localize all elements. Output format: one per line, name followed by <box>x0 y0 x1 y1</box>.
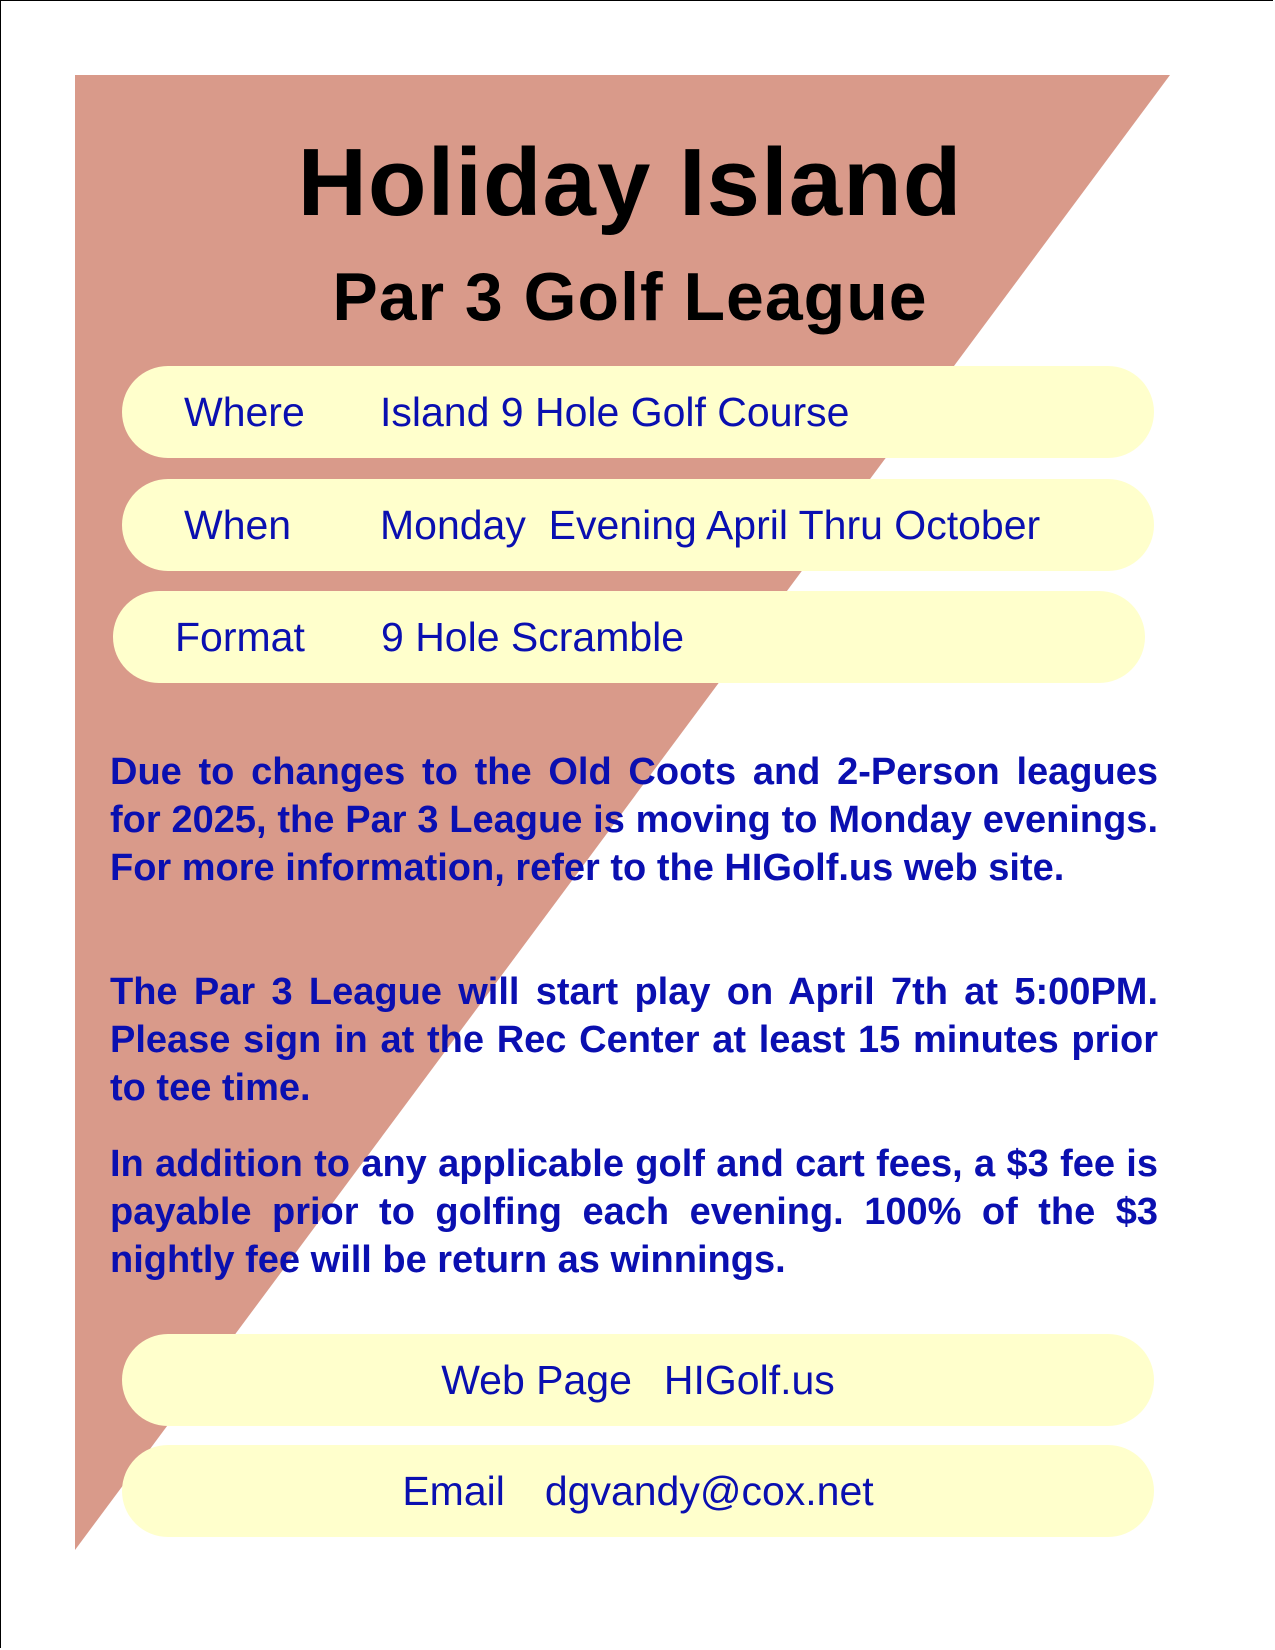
when-label: When <box>184 501 292 548</box>
title-main: Holiday Island <box>297 129 963 236</box>
paragraph-start-play: The Par 3 League will start play on April 7th at 5:00PM. Please sign in at the Rec Center at least 15 minutes prior to tee time. <box>110 971 1158 1109</box>
when-pill <box>122 479 1154 571</box>
where-pill <box>122 366 1154 458</box>
format-value: 9 Hole Scramble <box>381 613 685 660</box>
paragraph-fees: In addition to any applicable golf and cart fees, a $3 fee is payable prior to golfing each evening. 100% of the $3 nightly fee will be return as winnings. <box>110 1143 1158 1281</box>
title-sub: Par 3 Golf League <box>332 259 928 335</box>
where-value: Island 9 Hole Golf Course <box>380 388 850 435</box>
email-pill <box>122 1445 1154 1537</box>
where-label: Where <box>184 388 305 435</box>
web-page-link[interactable]: HIGolf.us <box>663 1356 835 1403</box>
email-label: Email <box>402 1467 505 1514</box>
web-page-pill <box>122 1334 1154 1426</box>
email-link[interactable]: dgvandy@cox.net <box>544 1467 874 1514</box>
format-pill <box>113 591 1145 683</box>
format-label: Format <box>175 613 305 660</box>
paragraph-league-change: Due to changes to the Old Coots and 2-Person leagues for 2025, the Par 3 League is moving to Monday evenings. For more information, refer to the HIGolf.us web site. <box>110 751 1158 889</box>
when-value: Monday Evening April Thru October <box>380 501 1041 548</box>
web-page-label: Web Page <box>441 1356 632 1403</box>
